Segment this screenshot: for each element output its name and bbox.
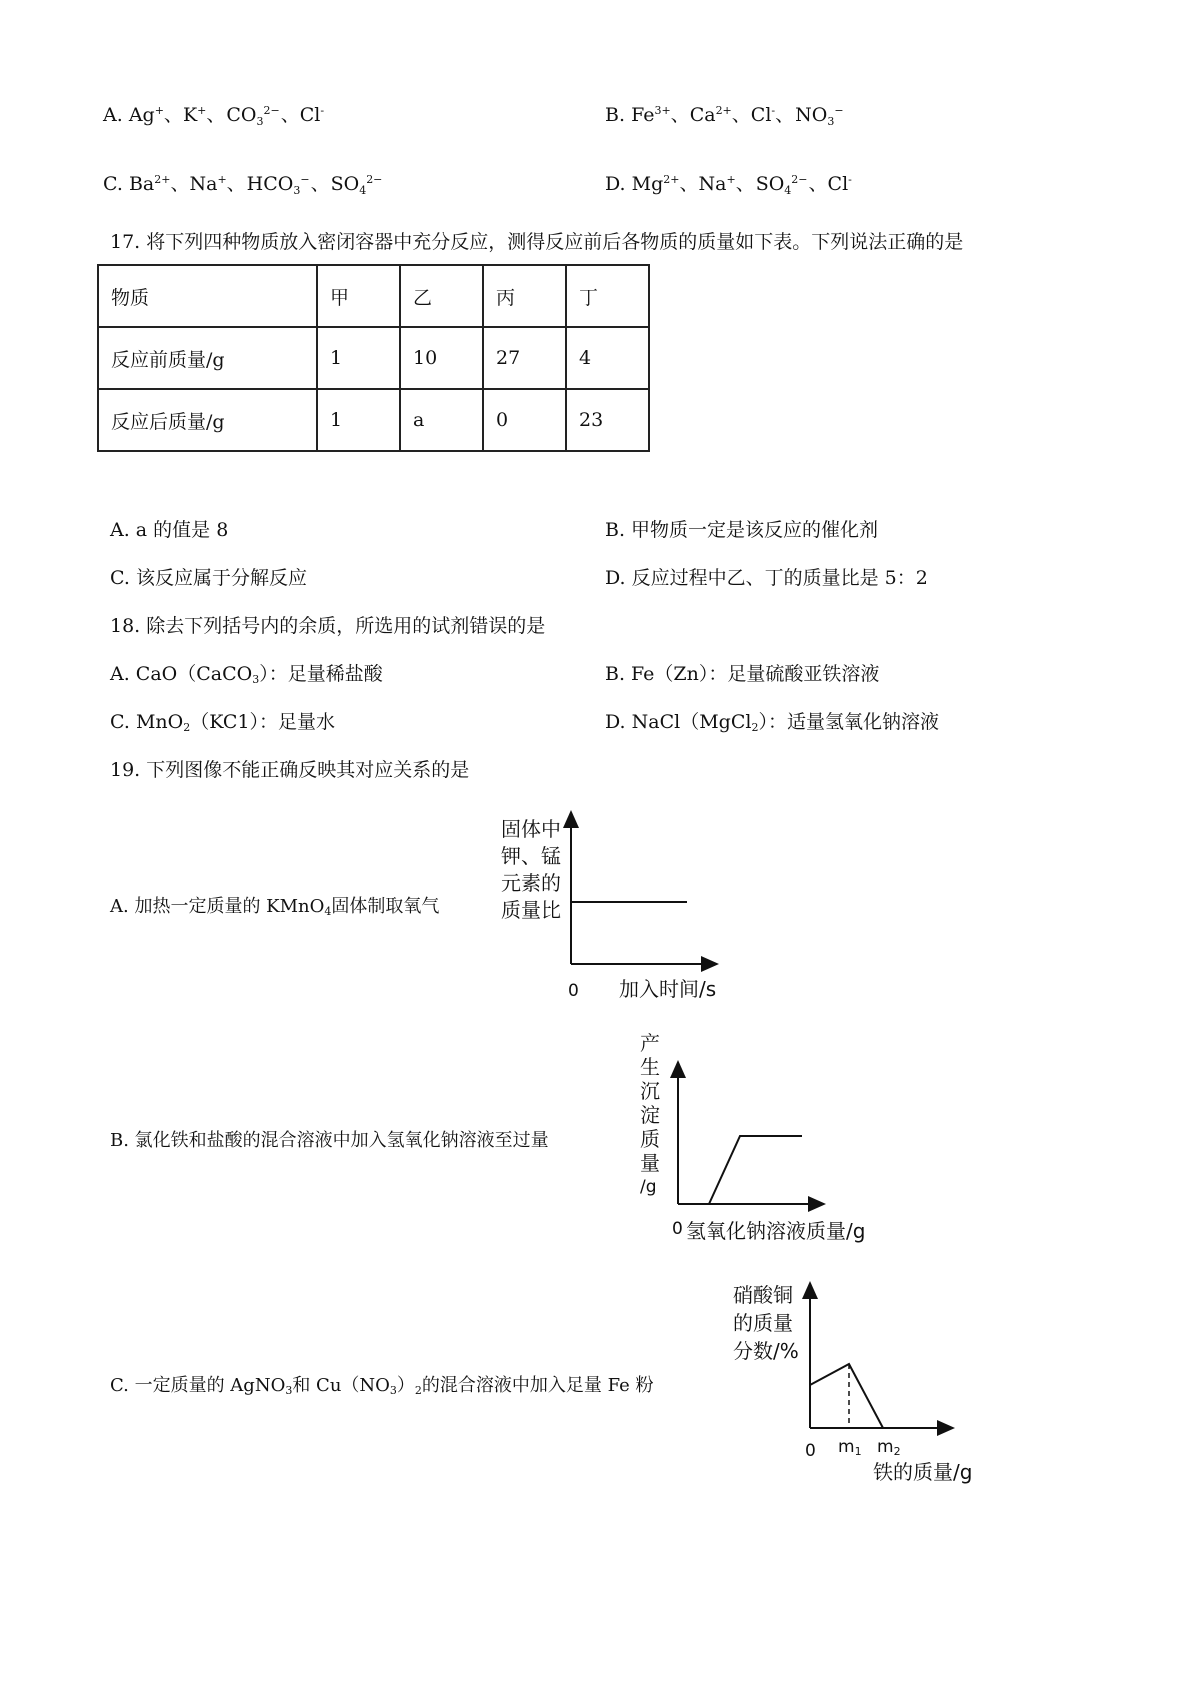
q16-option-d: D. $Mg^{2+}$、Na+、$SO_4^{2-}$、Cl-	[605, 173, 852, 197]
q17-mass-table	[97, 264, 650, 452]
q18-stem: 18. 除去下列括号内的余质，所选用的试剂错误的是	[110, 615, 546, 637]
q19-option-c: C. 一定质量的 AgNO$_3$和 $Cu(NO_3)_2$的混合溶液中加入足量 Fe 粉	[110, 1375, 654, 1397]
q18-option-d: D. NaCl（MgCl$_2$）：适量氢氧化钠溶液	[605, 711, 939, 734]
data-line	[709, 1136, 802, 1204]
q16-option-c: C. $Ba^{2+}$、Na+、$HCO_3^-$、$SO_4^{2-}$	[103, 173, 383, 197]
table-cell: 反应后质量/g	[98, 389, 317, 451]
y-label-line: 沉	[640, 1079, 660, 1103]
y-label-line: 生	[640, 1055, 660, 1079]
data-line	[810, 1364, 883, 1428]
y-label-line: 钾、锰	[501, 844, 561, 868]
y-label-line: /g	[640, 1177, 657, 1197]
origin-label: 0	[805, 1441, 816, 1461]
y-label-line: 产	[640, 1032, 660, 1055]
table-cell: 丙	[483, 265, 566, 327]
origin-label: 0	[568, 981, 579, 1001]
q17-option-c: C. 该反应属于分解反应	[110, 567, 307, 589]
table-cell: 物质	[98, 265, 317, 327]
table-cell: 乙	[400, 265, 483, 327]
q16-option-a: A. Ag+、K+、$CO_3^{2-}$、Cl-	[103, 104, 325, 128]
q17-option-d: D. 反应过程中乙、丁的质量比是 5：2	[605, 567, 928, 589]
tick-label-m1: m1	[838, 1437, 862, 1458]
table-cell: 1	[317, 389, 400, 451]
y-label-line: 量	[640, 1151, 660, 1175]
q19-a-graph	[495, 808, 735, 1008]
q18-option-a: A. CaO（CaCO$_3$）：足量稀盐酸	[110, 663, 383, 686]
q17-option-b: B. 甲物质一定是该反应的催化剂	[605, 519, 879, 541]
table-cell: 甲	[317, 265, 400, 327]
q19-c-graph	[725, 1273, 995, 1493]
q19-option-b: B. 氯化铁和盐酸的混合溶液中加入氢氧化钠溶液至过量	[110, 1130, 549, 1151]
q19-b-graph	[636, 1032, 896, 1247]
x-label: 氢氧化钠溶液质量/g	[686, 1219, 866, 1243]
y-label-line: 质	[640, 1127, 660, 1151]
y-label-line: 分数/%	[733, 1339, 799, 1363]
y-label-line: 淀	[640, 1103, 660, 1127]
y-label-line: 质量比	[501, 898, 561, 922]
table-cell: 0	[483, 389, 566, 451]
q19-option-a: A. 加热一定质量的 KMnO$_4$固体制取氧气	[110, 896, 440, 918]
x-label: 加入时间/s	[619, 977, 717, 1001]
y-label-line: 的质量	[733, 1311, 793, 1335]
table-cell: 10	[400, 327, 483, 389]
y-label-line: 固体中	[501, 817, 561, 841]
tick-label-m2: m2	[877, 1437, 901, 1458]
y-label-line: 硝酸铜	[733, 1283, 793, 1307]
table-cell: a	[400, 389, 483, 451]
x-label: 铁的质量/g	[873, 1460, 973, 1484]
q17-stem: 17. 将下列四种物质放入密闭容器中充分反应，测得反应前后各物质的质量如下表。下列说法正确的是	[110, 231, 964, 253]
table-cell: 反应前质量/g	[98, 327, 317, 389]
q16-option-b: B. $Fe^{3+}$、$Ca^{2+}$、Cl-、$NO_3^-$	[605, 104, 844, 128]
y-label-line: 元素的	[501, 871, 561, 895]
table-cell: 1	[317, 327, 400, 389]
table-row	[98, 327, 649, 389]
origin-label: 0	[672, 1219, 683, 1239]
table-cell: 4	[566, 327, 649, 389]
q19-stem: 19. 下列图像不能正确反映其对应关系的是	[110, 759, 470, 781]
table-cell: 丁	[566, 265, 649, 327]
table-row	[98, 265, 649, 327]
q18-option-c: C. MnO$_2$（KC1）：足量水	[110, 711, 336, 734]
table-cell: 23	[566, 389, 649, 451]
q17-option-a: A. a 的值是 8	[110, 519, 229, 541]
q18-option-b: B. Fe（Zn）：足量硫酸亚铁溶液	[605, 663, 880, 685]
table-cell: 27	[483, 327, 566, 389]
table-row	[98, 389, 649, 451]
